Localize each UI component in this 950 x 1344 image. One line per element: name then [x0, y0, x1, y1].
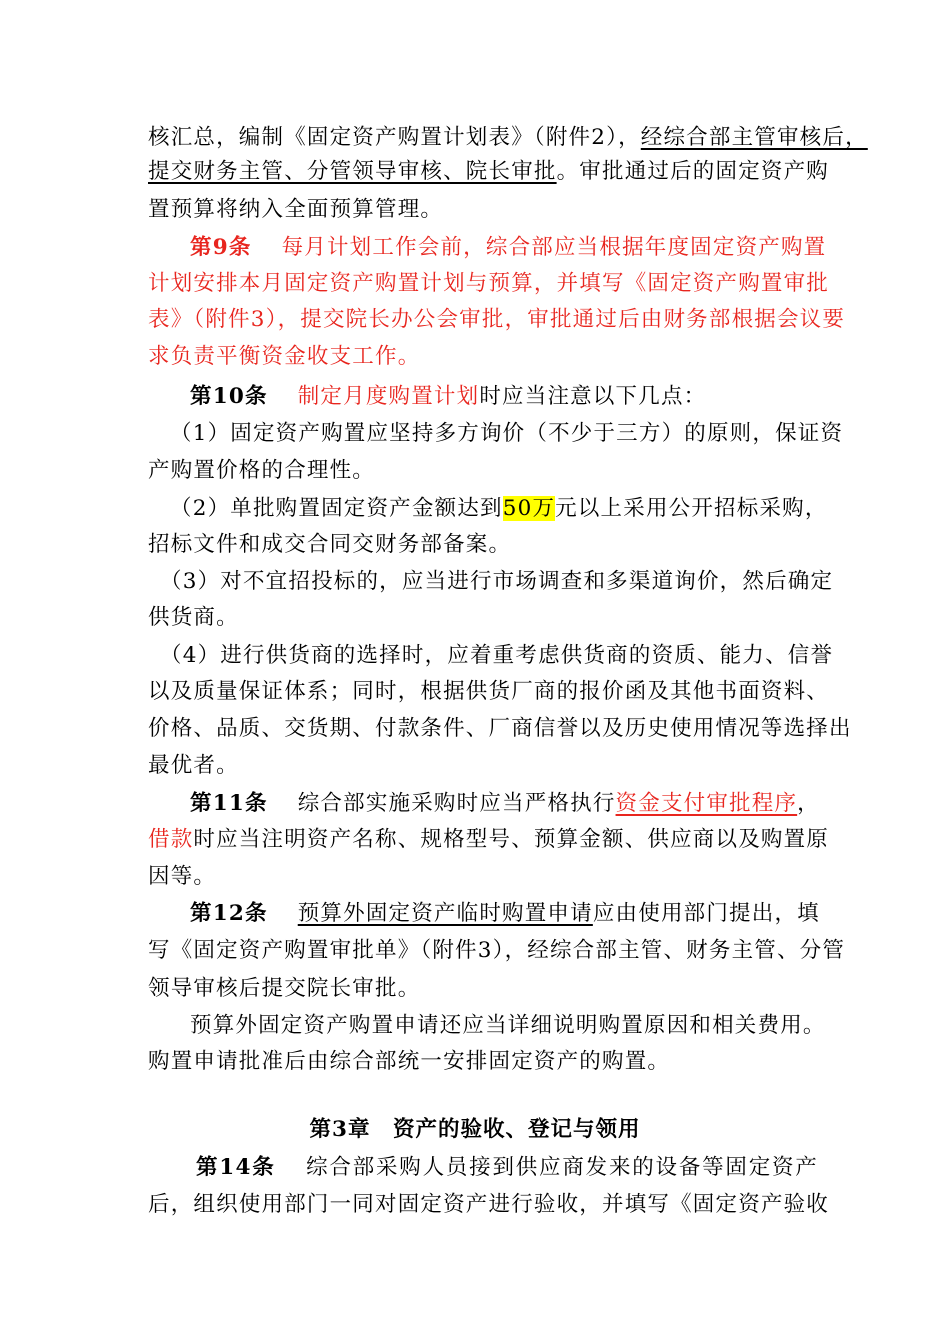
text-run: 最优者。 — [148, 753, 239, 778]
article-9-line — [148, 340, 818, 374]
text-run: （3）对不宜招投标的，应当进行市场调查和多渠道询价，然后确定 — [160, 569, 834, 594]
article-12-line — [148, 972, 818, 1006]
highlighted-amount: 50万 — [502, 496, 556, 521]
paragraph-line — [148, 193, 818, 227]
article-9-line — [190, 231, 827, 265]
underlined-text: 经综合部主管审核后， — [640, 125, 868, 150]
text-run: 购置申请批准后由综合部统一安排固定资产的购置。 — [148, 1049, 671, 1074]
text-run: 每月计划工作会前，综合部应当根据年度固定资产购置 — [281, 235, 827, 260]
text-run: ， — [797, 791, 820, 816]
text-run: 写《固定资产购置审批单》（附件3），经综合部主管、财务主管、分管 — [148, 938, 846, 963]
article-12-line — [190, 897, 818, 931]
text-run: 因等。 — [148, 864, 217, 889]
paragraph-line — [190, 1009, 826, 1043]
highlighted-text: 借款 — [148, 827, 194, 852]
article-label: 第11条 — [190, 791, 268, 816]
list-item-line — [148, 528, 818, 562]
article-11-line — [148, 860, 818, 894]
list-item-line — [170, 492, 828, 526]
text-run: 时应当注明资产名称、规格型号、预算金额、供应商以及购置原 — [193, 827, 830, 852]
underlined-text: 提交财务主管、分管领导审核、院长审批 — [148, 159, 557, 184]
article-14-line — [148, 1188, 830, 1222]
text-run: 元以上采用公开招标采购， — [555, 496, 828, 521]
text-run: 置预算将纳入全面预算管理。 — [148, 197, 444, 222]
list-item-line — [148, 749, 818, 783]
list-item-line — [148, 601, 818, 635]
article-label: 第10条 — [190, 384, 268, 409]
paragraph-line — [148, 1045, 818, 1079]
underlined-text: 资金支付审批程序 — [615, 791, 798, 816]
article-label: 第9条 — [190, 235, 252, 260]
highlighted-text: 制定月度购置计划 — [297, 384, 480, 409]
article-label: 第14条 — [196, 1155, 276, 1180]
text-run: 计划安排本月固定资产购置计划与预算，并填写《固定资产购置审批 — [148, 271, 830, 296]
article-14-line — [196, 1151, 818, 1185]
text-run: （4）进行供货商的选择时，应着重考虑供货商的资质、能力、信誉 — [160, 643, 834, 668]
paragraph-line — [148, 121, 868, 155]
list-item-line — [160, 565, 834, 599]
list-item-line — [170, 417, 844, 451]
text-run: （2）单批购置固定资产金额达到 — [170, 496, 503, 521]
text-run: （1）固定资产购置应坚持多方询价（不少于三方）的原则，保证资 — [170, 421, 844, 446]
article-11-line — [190, 787, 818, 821]
text-run: 综合部实施采购时应当严格执行 — [297, 791, 616, 816]
article-10-line — [190, 380, 818, 414]
text-run: 产购置价格的合理性。 — [148, 458, 376, 483]
text-run: 价格、品质、交货期、付款条件、厂商信誉以及历史使用情况等选择出 — [148, 716, 852, 741]
list-item-line — [148, 454, 818, 488]
text-run: 以及质量保证体系；同时，根据供货厂商的报价函及其他书面资料、 — [148, 679, 830, 704]
list-item-line — [148, 675, 830, 709]
text-run: 表》（附件3），提交院长办公会审批，审批通过后由财务部根据会议要 — [148, 307, 846, 332]
article-9-line — [148, 267, 830, 301]
underlined-text: 预算外固定资产临时购置申请 — [297, 901, 593, 926]
text-run: 招标文件和成交合同交财务部备案。 — [148, 532, 512, 557]
text-run: 供货商。 — [148, 605, 239, 630]
text-run: 综合部采购人员接到供应商发来的设备等固定资产 — [305, 1155, 818, 1180]
text-run: 时应当注意以下几点： — [479, 384, 707, 409]
article-11-line — [148, 823, 830, 857]
text-run: 求负责平衡资金收支工作。 — [148, 344, 421, 369]
text-run: 应由使用部门提出，填 — [592, 901, 820, 926]
article-12-line — [148, 934, 846, 968]
list-item-line — [160, 639, 834, 673]
text-run: 后，组织使用部门一同对固定资产进行验收，并填写《固定资产验收 — [148, 1192, 830, 1217]
list-item-line — [148, 712, 852, 746]
text-run: 预算外固定资产购置申请还应当详细说明购置原因和相关费用。 — [190, 1013, 826, 1038]
article-label: 第12条 — [190, 901, 268, 926]
text-run: 领导审核后提交院长审批。 — [148, 976, 421, 1001]
text-run: 。审批通过后的固定资产购 — [556, 159, 830, 184]
paragraph-line — [148, 155, 830, 189]
article-9-line — [148, 303, 846, 337]
chapter-heading: 第3章 资产的验收、登记与领用 — [309, 1117, 641, 1142]
text-run: 核汇总，编制《固定资产购置计划表》（附件2）， — [148, 125, 641, 150]
